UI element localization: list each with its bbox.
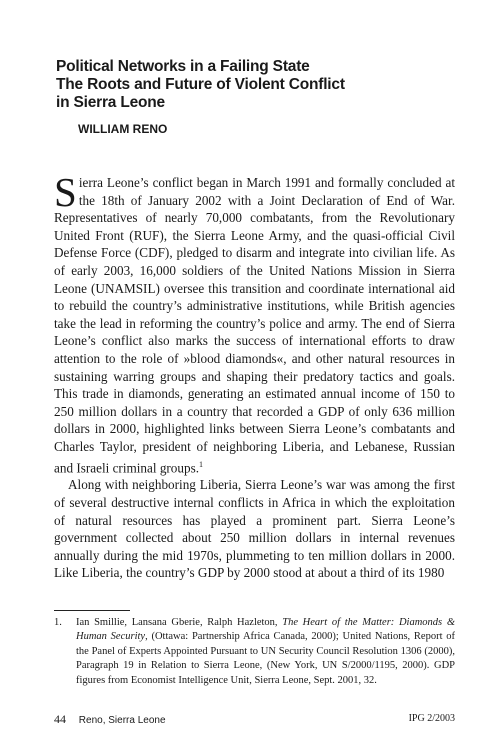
footnote-divider <box>54 610 130 611</box>
title-line-3: in Sierra Leone <box>56 94 165 111</box>
title-line-2: The Roots and Future of Violent Conflict <box>56 76 345 93</box>
article-body <box>54 169 455 582</box>
paragraph-2: Along with neighboring Liberia, Sierra Leone’s war was among the first of several destructive internal conflicts in Africa in which the exploitation of natural resources has played a prominent part. Sierra Leone’s government collected about 250 million dollars in internal revenues annually during the mid 1970s, plummeting to ten million dollars in 2000. Like Liberia, the country’s GDP by 2000 stood at about a third of its 1980 <box>54 477 455 581</box>
drop-cap: S <box>54 169 77 215</box>
footnote-ref[interactable]: 1 <box>199 459 204 469</box>
paragraph-1-text: ierra Leone’s conflict began in March 1991 and formally concluded at the 18th of January 2002 with a Joint Declaration of End of War. Representatives of nearly 70,000 combatants, from the Revolutionary United Front (RUF), the Sierra Leone Army, and the quasi-official Civil Defense Force (CDF), pledged to disarm and integrate into civilian life. As of early 2003, 16,000 soldiers of the United Nations Mission in Sierra Leone (UNAMSIL) oversee this transition and coordinate international aid to rebuild the country’s administrative institutions, while British agencies take the lead in reforming the country’s police and army. The end of Sierra Leone’s conflict also marks the success of international efforts to draw attention to the role of »blood diamonds«, and other natural resources in sustaining warring groups and shaping their predatory tactics and goals. This trade in diamonds, generating an estimated annual income of 150 to 250 million dollars in a country that recorded a GDP of only 636 million dollars in 2000, highlighted links between Sierra Leone’s combatants and Charles Taylor, president of neighboring Liberia, and Lebanese, Russian and Israeli criminal groups. <box>54 175 455 475</box>
footnote-1 <box>54 616 455 688</box>
author-name: WILLIAM RENO <box>78 122 168 136</box>
journal-issue: IPG 2/2003 <box>408 713 455 724</box>
footnote-number: 1. <box>54 617 62 628</box>
footnote-authors: Ian Smillie, Lansana Gberie, Ralph Hazleton, <box>76 617 283 628</box>
footnote-rest: , (Ottawa: Partnership Africa Canada, 2000); United Nations, Report of the Panel of Experts Appointed Pursuant to UN Security Council Resolution 1306 (2000), Paragraph 19 in Relation to Sierra Leone, (New York, UN S/2000/1195, 2000). GDP figures from Economist Intelligence Unit, Sierra Leone, Sept. 2001, 32. <box>76 631 455 686</box>
running-head: Reno, Sierra Leone <box>78 715 166 726</box>
footnote-book-title: The Heart of the Matter: Diamonds & Human Security <box>76 617 455 643</box>
page-number: 44 <box>54 712 66 726</box>
page-footer <box>54 712 455 727</box>
paragraph-1 <box>54 169 455 476</box>
footnote-text <box>76 616 455 688</box>
article-title <box>56 58 456 112</box>
title-line-1: Political Networks in a Failing State <box>56 58 310 75</box>
